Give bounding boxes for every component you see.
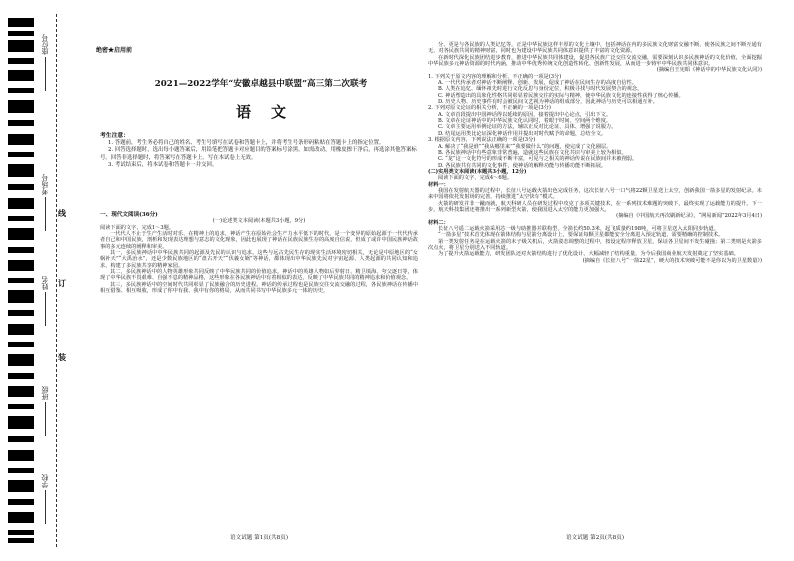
barcode-bar [8,468,34,473]
barcode-bar [8,416,34,429]
passage-paragraph: 其一，多民族神话中中华民族共同的起源及先民的认识与追求。这些与远古先民生存的现实生活环境密切相关，无论是中原地区的“女娲补天”“大禹治水”，还是少数民族地区的“盘古开天”“伏羲女娲”等神话，都体现出中华民族先民对宇宙起源、人类起源的共同认知和追求，构建了多民族共享的精神家园。 [100,250,418,269]
cut-line [56,14,57,547]
option: D. 结尾运用类比论证深化神话作用并提出对时代赋予的命题，总结全文。 [438,130,607,137]
seat-number-field[interactable]: 座位号 [38,34,52,91]
passage-paragraph: 长征八号遥二运载火箭采用芯一级与助推器并联构型，全箭长约50.3米，起飞质量约198吨，可将卫星送入太阳同步轨道。 [438,225,719,232]
passage-paragraph: 火箭的研发并非一蹴而就，航天科研人员在研发过程中攻克了多项关键技术，在一系列技术难题的突破下，最终实现了运载能力的提升。下一步，航天科技集团还将推出一系列新型火箭，使我国进入太空的能力更加强大。 [428,200,762,213]
option: B. 各民族神话中有些意象非常普遍，造就这些民族在文化共识与审美上较为相似。 [438,149,627,156]
passage-paragraph: 分、更是与各民族的人类记忆等。正是中华民族这样丰厚的文化土壤中，包括神话在内的多民族文化财富交融不断，使各民族之间不断互通有无，对各民族共同的精神财富，同时也为建设中华民族共同体意识提供了丰富的文化资源。 [428,42,762,55]
barcode-bar [8,228,34,240]
notice-item: 1. 答题前，考生务必将自己的姓名、考生号填写在试卷和答题卡上，并将考生号条形码粘贴在答题卡上的指定位置。 [108,140,385,147]
barcode-bar [8,198,34,209]
barcode-bar [8,538,34,543]
barcode-bar [8,354,34,366]
barcode-bar [8,530,34,535]
barcode-bar [8,88,34,93]
barcode-bar [8,120,34,126]
option: A. 文章首段提出中国神话得以延续的原因，接着提出中心论点，引出下文。 [438,111,612,118]
student-info-fields [38,14,52,547]
passage-paragraph: 其二，多民族神话中的人物英雄形象共同反映了中华民族共同的价值追求。神话中的英雄人物如后羿射日、精卫填海、夸父逐日等，体现了中华民族不畏艰难、自强不息的精神品格，这些形象在各民族神话中有着相似的表达，反映了中华民族共同的精神追求和价值观念。 [100,269,418,282]
barcode [8,18,34,543]
subsection-heading: (二)实用类文本阅读(本题共3小题，12分) [428,168,527,175]
source-citation: (摘编自《中国航天再次刷新纪录》，“网易新闻”2022年3月4日) [616,213,762,220]
passage-paragraph: “一箭多星”技术首先体现在箭体结构与星箭分离设计上，要保证每颗卫星都能安全分离进入预定轨道，需要精确的控制技术。 [438,232,724,239]
instruction: 阅读下面的文字，完成1～3题。 [100,224,175,231]
subsection-heading: (一)论述类文本阅读(本题共3小题，9分) [212,218,306,225]
notice-item: 3. 考试结束后，将本试卷和答题卡一并交回。 [108,161,218,168]
barcode-bar [8,40,34,52]
barcode-bar [8,342,34,347]
cut-word-line: 线 [58,208,66,218]
question-1: 1. 下列关于原文内容的理解和分析，不正确的一项是(3分) [428,73,562,80]
page-footer-right: 语文试题 第2页(共8页) [565,535,624,541]
subject-title: 语文 [235,103,306,121]
exam-title: 2021—2022学年“安徽卓越县中联盟”高三第二次联考 [154,79,368,89]
option: A. 一代代传承者对神话不断阐释、创新、发展，促成了神话在民间生存的高度自信性。 [438,80,637,87]
question-3: 3. 根据原文内容，下列说法正确的一项是(3分) [428,137,536,144]
barcode-bar [8,31,34,36]
option: D. 历史人物、历史事件有时会被民间文艺视为神话的组成部分，因此神话与历史可以相通互补。 [438,99,658,106]
question-2: 2. 下列对原文论证的相关分析，不正确的一项是(3分) [428,105,551,112]
material-heading: 材料二： [428,219,449,226]
barcode-bar [8,260,34,271]
barcode-bar [8,100,34,113]
barcode-bar [8,386,34,397]
left-page-body [100,212,418,294]
barcode-bar [8,450,34,461]
barcode-bar [8,499,34,505]
barcode-bar [8,324,34,335]
section-heading: 一、现代文阅读(36分) [100,212,158,218]
option: C. “龙”这一文化符号的形成不断丰富，可见与之相关的神话传说在民族间并未被削弱。 [438,156,638,163]
barcode-bar [8,480,34,492]
right-page-body [428,42,762,264]
barcode-bar [8,134,34,145]
option: C. 神话塑造出的具象化性格共同彰显着民族交往的实际与精神，使中华民族文化的连接性获得了核心传播。 [438,92,684,99]
passage-paragraph: 在新时代深化民族团结进步教育，推进中华民族共同体建设，促进各民族广泛交往交流交融，需要深刻认识多民族神话的文化价值，全面挖掘中华民族多元神话资源的时代内涵，推动中华优秀传统文化创造性转化、创新性发展，从而进一步铸牢中华民族共同体意识。 [428,54,762,68]
barcode-bar [8,152,34,157]
notice-heading: 考生注意： [100,133,129,139]
barcode-bar [8,373,34,379]
passage-paragraph: 一代代人不止于生产生活时对乐、在精神上的追求，神话产生在原始社会生产力水平低下的时代，是一个变异的原始起源于一代代传承者自己和中国民族，剖析和发现表达理想与意志的文化现象，因此也展现了神话在民族民族生存的高度自信说，但成了或许中国民族神话故事的多元连续的阐释和审美。 [100,231,418,250]
barcode-bar [8,290,34,303]
option: B. 人类在追忆、缅怀祖先时进行文化反思与身份定位，积极寻找与时代发展契合的观念。 [438,86,643,93]
source-citation: (摘编自王宪昭《神话中的中华民族文化认同》) [656,67,762,74]
barcode-bar [8,436,34,442]
page-footer-left: 语文试题 第1页(共8页) [229,535,288,541]
class-field[interactable]: 班级 [38,386,52,436]
exam-room-field[interactable]: 考场号 [38,174,52,231]
notice-item: 2. 回答选择题时，选出每小题答案后，用铅笔把答题卡对应题目的答案标号涂黑。如需改动，用橡皮擦干净后，再选涂其他答案标号。回答非选择题时，将答案写在答题卡上。写在本试卷上无效。 [100,147,417,161]
barcode-bar [8,58,34,64]
binding-strip [0,0,92,561]
source-citation: (摘编自《长征八号“一箭22星”，硬大的技术突破可能不是你以为的卫星数量》) [582,257,762,264]
material-heading: 材料一： [428,181,449,188]
barcode-bar [8,184,34,190]
cut-word-bind: 装 [58,352,66,362]
barcode-bar [8,512,34,523]
school-field[interactable]: 学校 [38,474,52,524]
option: D. 各民族共有共同的文化事件，使神话的解释功能与传播功能不断拓展。 [438,162,607,169]
barcode-bar [8,310,34,316]
cut-word-order: 订 [58,278,66,288]
name-field[interactable]: 姓名 [38,276,52,326]
option: A. 解决了“我是谁”“我从哪里来”“我要做什么”的问题，使完成了文化圈层。 [438,143,612,150]
passage-paragraph: 为了提升火箭运载能力，研发团队还对火箭结构进行了优化设计，大幅减轻了结构重量，为今后我国商业航天发射奠定了坚实基础。 [438,251,739,258]
barcode-bar [8,18,34,27]
barcode-bar [8,278,34,283]
exam-notice [100,133,418,169]
barcode-bar [8,216,34,221]
barcode-bar [8,164,34,177]
option: B. 文章在论证神话中的中华民族文化认同时，着眼于时间、空间两个维度。 [438,118,612,125]
passage-paragraph: 其三，多民族神话中的空间时代共同彰显了民族融合的历史进程。神话的传承过程也是民族交往交流交融的过程，各民族神话在传播中相互借鉴、相互吸收，形成了你中有我、我中有你的格局，从而共同书写中华民族多元一体的历史。 [100,281,418,295]
barcode-bar [8,247,34,253]
passage-paragraph: 我国在发射航天器的过程中，长征八号运载火箭出色完成任务，这次长征八号一口气将22颗卫星送上太空，创新我国一箭多星的发射纪录。未来中国将依托发射场的完善，持续推进“太空快车”模式。 [428,187,762,201]
instruction: 阅读下面的文字，完成4～6题。 [438,175,513,182]
barcode-bar [8,70,34,81]
passage-paragraph: 第一类发射任务是在运载火箭的末子级关机后，火箭姿态调整的过程中，按设定程序释放卫星，保证各卫星间不发生碰撞；第二类则是火箭多次点火，将卫星分别送入不同轨道。 [428,238,762,251]
confidential-mark: 绝密★启用前 [96,47,133,54]
barcode-bar [8,404,34,409]
option: C. 文章主要运用举例论证的方法，辅以正反对比论证，具体、增强了说服力。 [438,124,617,131]
